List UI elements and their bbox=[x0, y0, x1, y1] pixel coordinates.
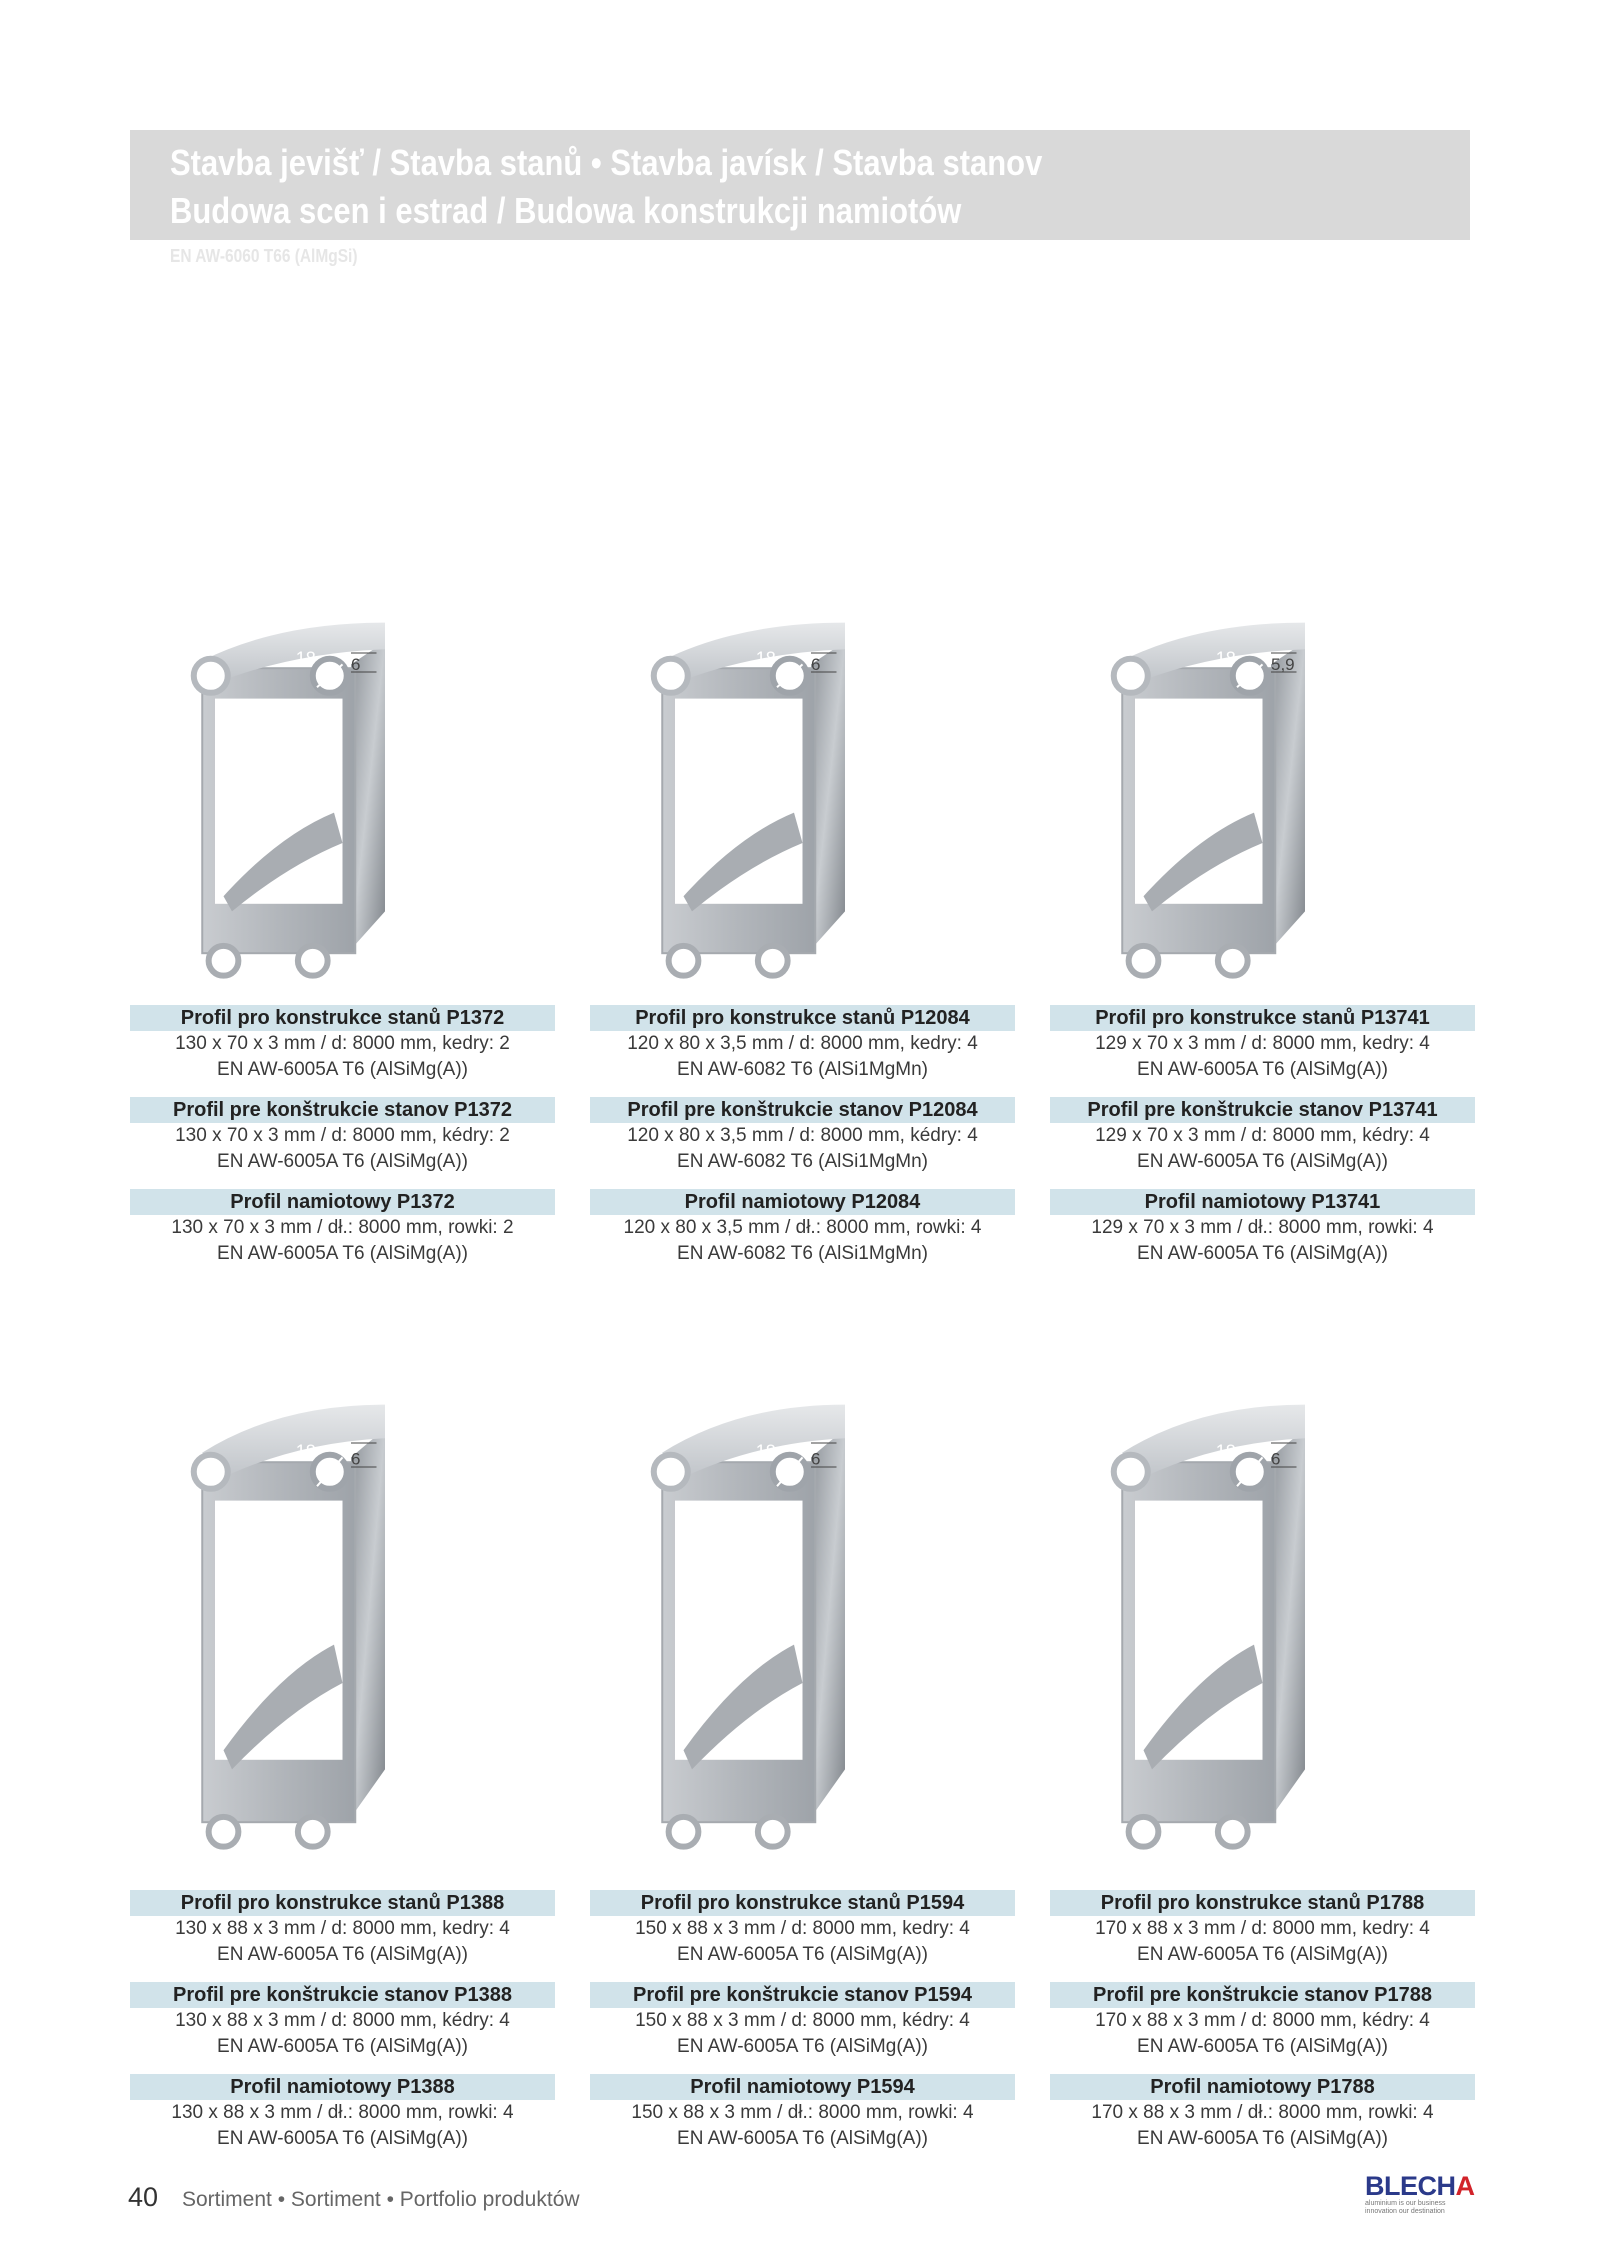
dimension-18: 18 bbox=[755, 648, 776, 669]
spec-title: Profil namiotowy P1788 bbox=[1050, 2074, 1475, 2100]
spec-alloy: EN AW-6005A T6 (AlSiMg(A)) bbox=[1137, 1243, 1388, 1264]
spec-dimensions: 120 x 80 x 3,5 mm / d: 8000 mm, kédry: 4 bbox=[627, 1125, 978, 1146]
dimension-18: 18 bbox=[1215, 648, 1236, 669]
spec-title: Profil pre konštrukcie stanov P12084 bbox=[590, 1097, 1015, 1123]
footer-text: Sortiment • Sortiment • Portfolio produktów bbox=[182, 2188, 580, 2211]
spec-block bbox=[1050, 1982, 1475, 2060]
dimension-18: 18 bbox=[295, 1441, 316, 1462]
spec-block bbox=[590, 1982, 1015, 2060]
spec-alloy: EN AW-6005A T6 (AlSiMg(A)) bbox=[217, 1059, 468, 1080]
material-note: EN AW-6060 T66 (AlMgSi) bbox=[170, 246, 358, 266]
dimension-18: 18 bbox=[295, 648, 316, 669]
dimension-thickness: 6 bbox=[351, 655, 361, 675]
spec-title: Profil pro konstrukce stanů P1388 bbox=[130, 1890, 555, 1916]
blecha-logo bbox=[1365, 2172, 1475, 2222]
spec-alloy: EN AW-6005A T6 (AlSiMg(A)) bbox=[677, 2128, 928, 2149]
spec-block bbox=[130, 2074, 555, 2152]
spec-block bbox=[590, 1890, 1015, 1968]
spec-alloy: EN AW-6082 T6 (AlSi1MgMn) bbox=[677, 1059, 928, 1080]
spec-dimensions: 129 x 70 x 3 mm / d: 8000 mm, kédry: 4 bbox=[1095, 1125, 1430, 1146]
spec-dimensions: 150 x 88 x 3 mm / d: 8000 mm, kédry: 4 bbox=[635, 2010, 970, 2031]
spec-title: Profil pro konstrukce stanů P1788 bbox=[1050, 1890, 1475, 1916]
page-number: 40 bbox=[128, 2182, 159, 2212]
profile-illustration bbox=[590, 1395, 1015, 1875]
spec-title: Profil pre konštrukcie stanov P1388 bbox=[130, 1982, 555, 2008]
spec-alloy: EN AW-6005A T6 (AlSiMg(A)) bbox=[677, 2036, 928, 2057]
spec-title: Profil pro konstrukce stanů P1594 bbox=[590, 1890, 1015, 1916]
logo-wordmark: BLECHA bbox=[1365, 2171, 1475, 2201]
spec-dimensions: 129 x 70 x 3 mm / dł.: 8000 mm, rowki: 4 bbox=[1091, 1217, 1434, 1238]
spec-block bbox=[590, 1189, 1015, 1267]
page-title-line-1: Stavba jevišť / Stavba stanů • Stavba javísk / Stavba stanov bbox=[170, 142, 1043, 183]
spec-alloy: EN AW-6005A T6 (AlSiMg(A)) bbox=[1137, 1059, 1388, 1080]
spec-alloy: EN AW-6005A T6 (AlSiMg(A)) bbox=[217, 2036, 468, 2057]
dimension-thickness: 6 bbox=[1271, 1449, 1281, 1469]
profile-illustration bbox=[130, 1395, 555, 1875]
spec-alloy: EN AW-6005A T6 (AlSiMg(A)) bbox=[1137, 2128, 1388, 2149]
spec-alloy: EN AW-6082 T6 (AlSi1MgMn) bbox=[677, 1151, 928, 1172]
dimension-thickness: 6 bbox=[811, 655, 821, 675]
spec-alloy: EN AW-6005A T6 (AlSiMg(A)) bbox=[1137, 1944, 1388, 1965]
spec-block bbox=[130, 1890, 555, 1968]
profile-illustration bbox=[130, 615, 555, 995]
spec-block bbox=[1050, 1189, 1475, 1267]
spec-title: Profil pro konstrukce stanů P12084 bbox=[590, 1005, 1015, 1031]
spec-dimensions: 130 x 70 x 3 mm / d: 8000 mm, kédry: 2 bbox=[175, 1125, 510, 1146]
dimension-thickness: 6 bbox=[811, 1449, 821, 1469]
spec-block bbox=[1050, 1005, 1475, 1083]
spec-title: Profil pre konštrukcie stanov P13741 bbox=[1050, 1097, 1475, 1123]
dimension-18: 18 bbox=[1215, 1441, 1236, 1462]
spec-title: Profil pre konštrukcie stanov P1372 bbox=[130, 1097, 555, 1123]
spec-alloy: EN AW-6005A T6 (AlSiMg(A)) bbox=[217, 1243, 468, 1264]
spec-title: Profil pre konštrukcie stanov P1594 bbox=[590, 1982, 1015, 2008]
spec-alloy: EN AW-6005A T6 (AlSiMg(A)) bbox=[1137, 2036, 1388, 2057]
spec-title: Profil namiotowy P1594 bbox=[590, 2074, 1015, 2100]
spec-block bbox=[1050, 2074, 1475, 2152]
spec-alloy: EN AW-6005A T6 (AlSiMg(A)) bbox=[217, 2128, 468, 2149]
spec-alloy: EN AW-6005A T6 (AlSiMg(A)) bbox=[217, 1151, 468, 1172]
dimension-thickness: 5,9 bbox=[1271, 655, 1295, 675]
spec-title: Profil namiotowy P1372 bbox=[130, 1189, 555, 1215]
spec-dimensions: 120 x 80 x 3,5 mm / d: 8000 mm, kedry: 4 bbox=[627, 1033, 978, 1054]
spec-dimensions: 150 x 88 x 3 mm / d: 8000 mm, kedry: 4 bbox=[635, 1918, 970, 1939]
spec-dimensions: 130 x 70 x 3 mm / dł.: 8000 mm, rowki: 2 bbox=[171, 1217, 514, 1238]
spec-block bbox=[1050, 1890, 1475, 1968]
spec-alloy: EN AW-6082 T6 (AlSi1MgMn) bbox=[677, 1243, 928, 1264]
dimension-18: 18 bbox=[755, 1441, 776, 1462]
spec-dimensions: 120 x 80 x 3,5 mm / dł.: 8000 mm, rowki: 4 bbox=[623, 1217, 982, 1238]
logo-tagline-2: innovation our destination bbox=[1365, 2208, 1445, 2215]
spec-dimensions: 170 x 88 x 3 mm / dł.: 8000 mm, rowki: 4 bbox=[1091, 2102, 1434, 2123]
spec-title: Profil namiotowy P1388 bbox=[130, 2074, 555, 2100]
spec-dimensions: 129 x 70 x 3 mm / d: 8000 mm, kedry: 4 bbox=[1095, 1033, 1430, 1054]
profile-illustration bbox=[1050, 1395, 1475, 1875]
spec-alloy: EN AW-6005A T6 (AlSiMg(A)) bbox=[1137, 1151, 1388, 1172]
spec-block bbox=[590, 1097, 1015, 1175]
spec-dimensions: 130 x 88 x 3 mm / d: 8000 mm, kedry: 4 bbox=[175, 1918, 510, 1939]
spec-block bbox=[590, 1005, 1015, 1083]
spec-block bbox=[130, 1982, 555, 2060]
spec-block bbox=[130, 1005, 555, 1083]
dimension-thickness: 6 bbox=[351, 1449, 361, 1469]
spec-block bbox=[590, 2074, 1015, 2152]
spec-dimensions: 130 x 70 x 3 mm / d: 8000 mm, kedry: 2 bbox=[175, 1033, 510, 1054]
spec-title: Profil namiotowy P13741 bbox=[1050, 1189, 1475, 1215]
spec-dimensions: 170 x 88 x 3 mm / d: 8000 mm, kédry: 4 bbox=[1095, 2010, 1430, 2031]
page-title-line-2: Budowa scen i estrad / Budowa konstrukcji namiotów bbox=[170, 190, 962, 231]
spec-dimensions: 130 x 88 x 3 mm / d: 8000 mm, kédry: 4 bbox=[175, 2010, 510, 2031]
spec-block bbox=[130, 1189, 555, 1267]
spec-block bbox=[1050, 1097, 1475, 1175]
profile-illustration bbox=[590, 615, 1015, 995]
spec-title: Profil namiotowy P12084 bbox=[590, 1189, 1015, 1215]
profile-illustration bbox=[1050, 615, 1475, 995]
spec-dimensions: 150 x 88 x 3 mm / dł.: 8000 mm, rowki: 4 bbox=[631, 2102, 974, 2123]
spec-title: Profil pre konštrukcie stanov P1788 bbox=[1050, 1982, 1475, 2008]
logo-tagline-1: aluminium is our business bbox=[1365, 2200, 1446, 2207]
spec-block bbox=[130, 1097, 555, 1175]
spec-alloy: EN AW-6005A T6 (AlSiMg(A)) bbox=[677, 1944, 928, 1965]
spec-title: Profil pro konstrukce stanů P13741 bbox=[1050, 1005, 1475, 1031]
spec-title: Profil pro konstrukce stanů P1372 bbox=[130, 1005, 555, 1031]
spec-alloy: EN AW-6005A T6 (AlSiMg(A)) bbox=[217, 1944, 468, 1965]
spec-dimensions: 130 x 88 x 3 mm / dł.: 8000 mm, rowki: 4 bbox=[171, 2102, 514, 2123]
spec-dimensions: 170 x 88 x 3 mm / d: 8000 mm, kedry: 4 bbox=[1095, 1918, 1430, 1939]
